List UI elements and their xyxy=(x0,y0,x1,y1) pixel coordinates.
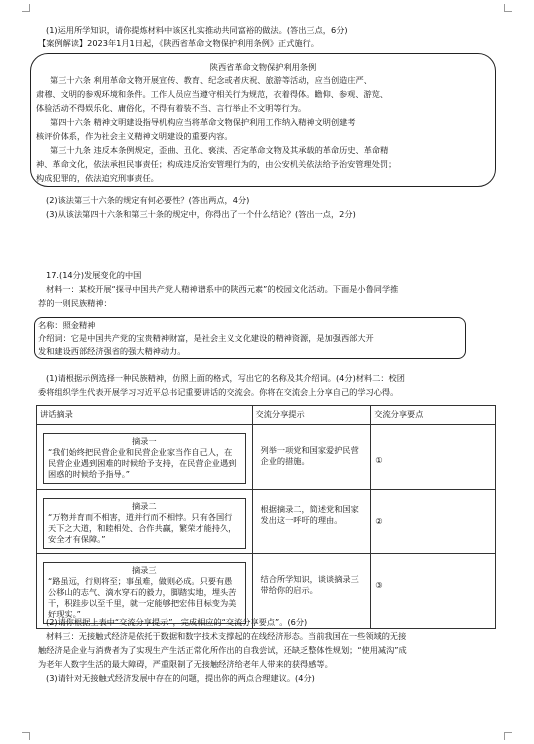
excerpt-title: 摘录三 xyxy=(131,565,157,575)
sharing-table xyxy=(36,405,496,629)
table-row xyxy=(37,490,496,554)
spirit-intro-line-2: 发和建设西部经济强省的强大精神动力。 xyxy=(38,346,186,356)
excerpt-text: “我们始终把民营企业和民营企业家当作自己人，在民营企业遇到困难的时候给予支持，在民营企业遇到困惑的时候给予指导。” xyxy=(48,447,237,479)
spirit-name: 名称：照金精神 xyxy=(38,320,96,330)
table-row xyxy=(37,425,496,490)
header-speech-excerpt: 讲话摘录 xyxy=(37,406,253,425)
question-3: (3)从该法第四十六条和第三十条的规定中，你得出了一个什么结论？(答出一点，2分) xyxy=(46,209,356,219)
excerpt-cell xyxy=(37,425,253,490)
hint-text: 根据摘录二，简述党和国家发出这一呼吁的理由。 xyxy=(260,504,359,525)
article-39-line-3: 构成犯罪的，依法追究刑事责任。 xyxy=(36,173,159,183)
crop-mark-top-left xyxy=(22,4,30,12)
question-17-2: (2)请你根据上表中“交流分享提示”，完成相应的“交流分享要点”。(6分) xyxy=(46,617,308,627)
material-1-line-2: 荐的一则民族精神： xyxy=(38,298,112,308)
answer-marker: ② xyxy=(375,516,383,526)
hint-cell xyxy=(252,425,371,490)
question-2: (2)该法第三十六条的规定有何必要性？(答出两点，4分) xyxy=(46,195,250,205)
excerpt-cell xyxy=(37,490,253,554)
header-sharing-hint: 交流分享提示 xyxy=(252,406,371,425)
hint-text: 列举一项党和国家爱护民营企业的措施。 xyxy=(260,445,359,466)
material-3-line-3: 为老年人数字生活的最大障碍，严重限制了无接触经济给老年人带来的获得感等。 xyxy=(38,659,333,669)
material-3-line-2: 触经济是企业与消费者为了实现生产生活正常化所作出的自我尝试，还缺乏整体性规划；“使用减沟”成 xyxy=(38,645,407,655)
header-sharing-points: 交流分享要点 xyxy=(371,406,496,425)
regulation-title: 陕西省革命文物保护利用条例 xyxy=(209,62,317,72)
excerpt-title: 摘录一 xyxy=(131,436,157,446)
spirit-intro-line-1: 介绍词：它是中国共产党的宝贵精神财富，是社会主义文化建设的精神资源，是加强西部大开 xyxy=(38,333,374,343)
hint-text: 结合所学知识，谈谈摘录三带给你的启示。 xyxy=(260,574,359,595)
article-46-line-2: 核评价体系，作为社会主义精神文明建设的重要内容。 xyxy=(36,131,233,141)
article-39-line-1: 第三十九条 违反本条例规定，歪曲、丑化、亵渎、否定革命文物及其承载的革命历史、革命精 xyxy=(50,145,389,155)
crop-mark-top-right xyxy=(504,4,512,12)
excerpt-box xyxy=(43,433,246,484)
question-17-3: (3)请针对无接触式经济发展中存在的问题，提出你的两点合理建议。(4分) xyxy=(46,673,315,683)
excerpt-box xyxy=(43,562,246,624)
answer-cell xyxy=(371,490,496,554)
question-17-heading: 17.(14分)发展变化的中国 xyxy=(46,270,142,280)
question-17-1-line-1: (1)请根据示例选择一种民族精神，仿照上面的格式，写出它的名称及其介绍词。(4分)材料二：校团 xyxy=(46,373,405,383)
article-36-line-2: 肃穆、文明的参观环境和条件。工作人员应当遵守相关行为规范，衣着得体。瞻仰、参观、游览、 xyxy=(36,89,389,99)
article-36-line-3: 体验活动不得娱乐化、庸俗化，不得有着装不当、言行举止不文明等行为。 xyxy=(36,103,307,113)
excerpt-text: “万物并育而不相害，道并行而不相悖。只有各国行天下之大道，和睦相处、合作共赢，繁荣才能持久，安全才有保障。” xyxy=(48,512,237,544)
material-1-line-1: 材料一：某校开展“探寻中国共产党人精神谱系中的陕西元素”的校园文化活动。下面是小鲁同学推 xyxy=(46,284,399,294)
hint-cell xyxy=(252,490,371,554)
article-46-line-1: 第四十六条 精神文明建设指导机构应当将革命文物保护利用工作纳入精神文明创建考 xyxy=(50,117,356,127)
case-intro: 【案例解读】2023年1月1日起，《陕西省革命文物保护利用条例》正式施行。 xyxy=(38,38,319,48)
question-1: (1)运用所学知识，请你提炼材料中该区扎实推动共同富裕的做法。(答出三点，6分) xyxy=(46,25,348,35)
article-39-line-2: 神、革命文化，依法承担民事责任；构成违反治安管理行为的，由公安机关依法给予治安管理处罚； xyxy=(36,159,397,169)
answer-marker: ① xyxy=(375,455,383,465)
excerpt-title: 摘录二 xyxy=(131,501,157,511)
question-17-1-line-2: 委将组织学生代表开展学习习近平总书记重要讲话的交流会。你将在交流会上分享自己的学习心得。 xyxy=(38,387,399,397)
material-3-line-1: 材料三：无接触式经济是依托于数据和数字技术支撑起的在线经济形态。当前我国在一些领域的无接 xyxy=(46,631,407,641)
answer-cell xyxy=(371,425,496,490)
excerpt-text: “路虽远，行则将至；事虽难，做则必成。只要有愚公移山的志气、滴水穿石的毅力，脚踏实地，埋头苦干，积跬步以至千里，就一定能够把宏伟目标变为美好现实。” xyxy=(48,576,237,619)
answer-marker: ③ xyxy=(375,580,383,590)
crop-mark-bottom-right xyxy=(504,732,512,740)
excerpt-box xyxy=(43,498,246,549)
crop-mark-bottom-left xyxy=(22,732,30,740)
article-36-line-1: 第三十六条 利用革命文物开展宣传、教育、纪念或者庆祝、旅游等活动，应当创造庄严、 xyxy=(50,75,372,85)
table-header-row xyxy=(37,406,496,425)
